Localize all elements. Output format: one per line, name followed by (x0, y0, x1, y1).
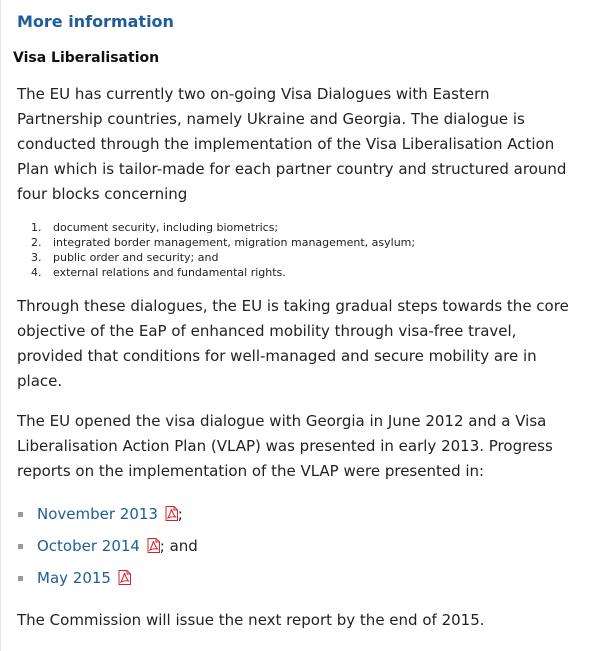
list-item: 2. integrated border management, migration management, asylum; (31, 236, 416, 249)
report-link-november-2013[interactable]: November 2013 (37, 505, 158, 523)
report-item: November 2013 ; (17, 502, 577, 534)
report-item: October 2014 ; and (17, 534, 577, 566)
report-link-may-2015[interactable]: May 2015 (37, 569, 111, 587)
progress-reports-list (17, 502, 577, 598)
square-bullet-icon (18, 512, 23, 517)
square-bullet-icon (18, 544, 23, 549)
blocks-list (17, 220, 577, 280)
georgia-paragraph: The EU opened the visa dialogue with Georgia in June 2012 and a Visa Liberalisation Action Plan (VLAP) was presented in early 2013. Progress reports on the implementation of the VLAP were presented in: (17, 412, 553, 480)
pdf-icon[interactable] (118, 568, 131, 592)
more-information-heading: More information (17, 12, 174, 31)
list-item: 3. public order and security; and (31, 251, 219, 264)
report-link-october-2014[interactable]: October 2014 (37, 537, 140, 555)
pdf-icon[interactable] (165, 504, 178, 528)
report-item (17, 566, 577, 598)
intro-paragraph: The EU has currently two on-going Visa Dialogues with Eastern Partnership countries, namely Ukraine and Georgia. The dialogue is conducted through the implementation of the Visa Liberalisation Action Plan which is tailor-made for each partner country and structured around four blocks concerning (17, 85, 567, 203)
square-bullet-icon (18, 576, 23, 581)
list-item: 4. external relations and fundamental rights. (31, 266, 286, 279)
pdf-icon[interactable] (147, 536, 160, 560)
visa-liberalisation-heading: Visa Liberalisation (13, 50, 160, 66)
next-report-paragraph: The Commission will issue the next report by the end of 2015. (17, 611, 485, 629)
list-item: 1. document security, including biometrics; (31, 221, 279, 234)
dialogues-paragraph: Through these dialogues, the EU is taking gradual steps towards the core objective of the EaP of enhanced mobility through visa-free travel, provided that conditions for well-managed and secure mobility are in place. (17, 297, 569, 390)
